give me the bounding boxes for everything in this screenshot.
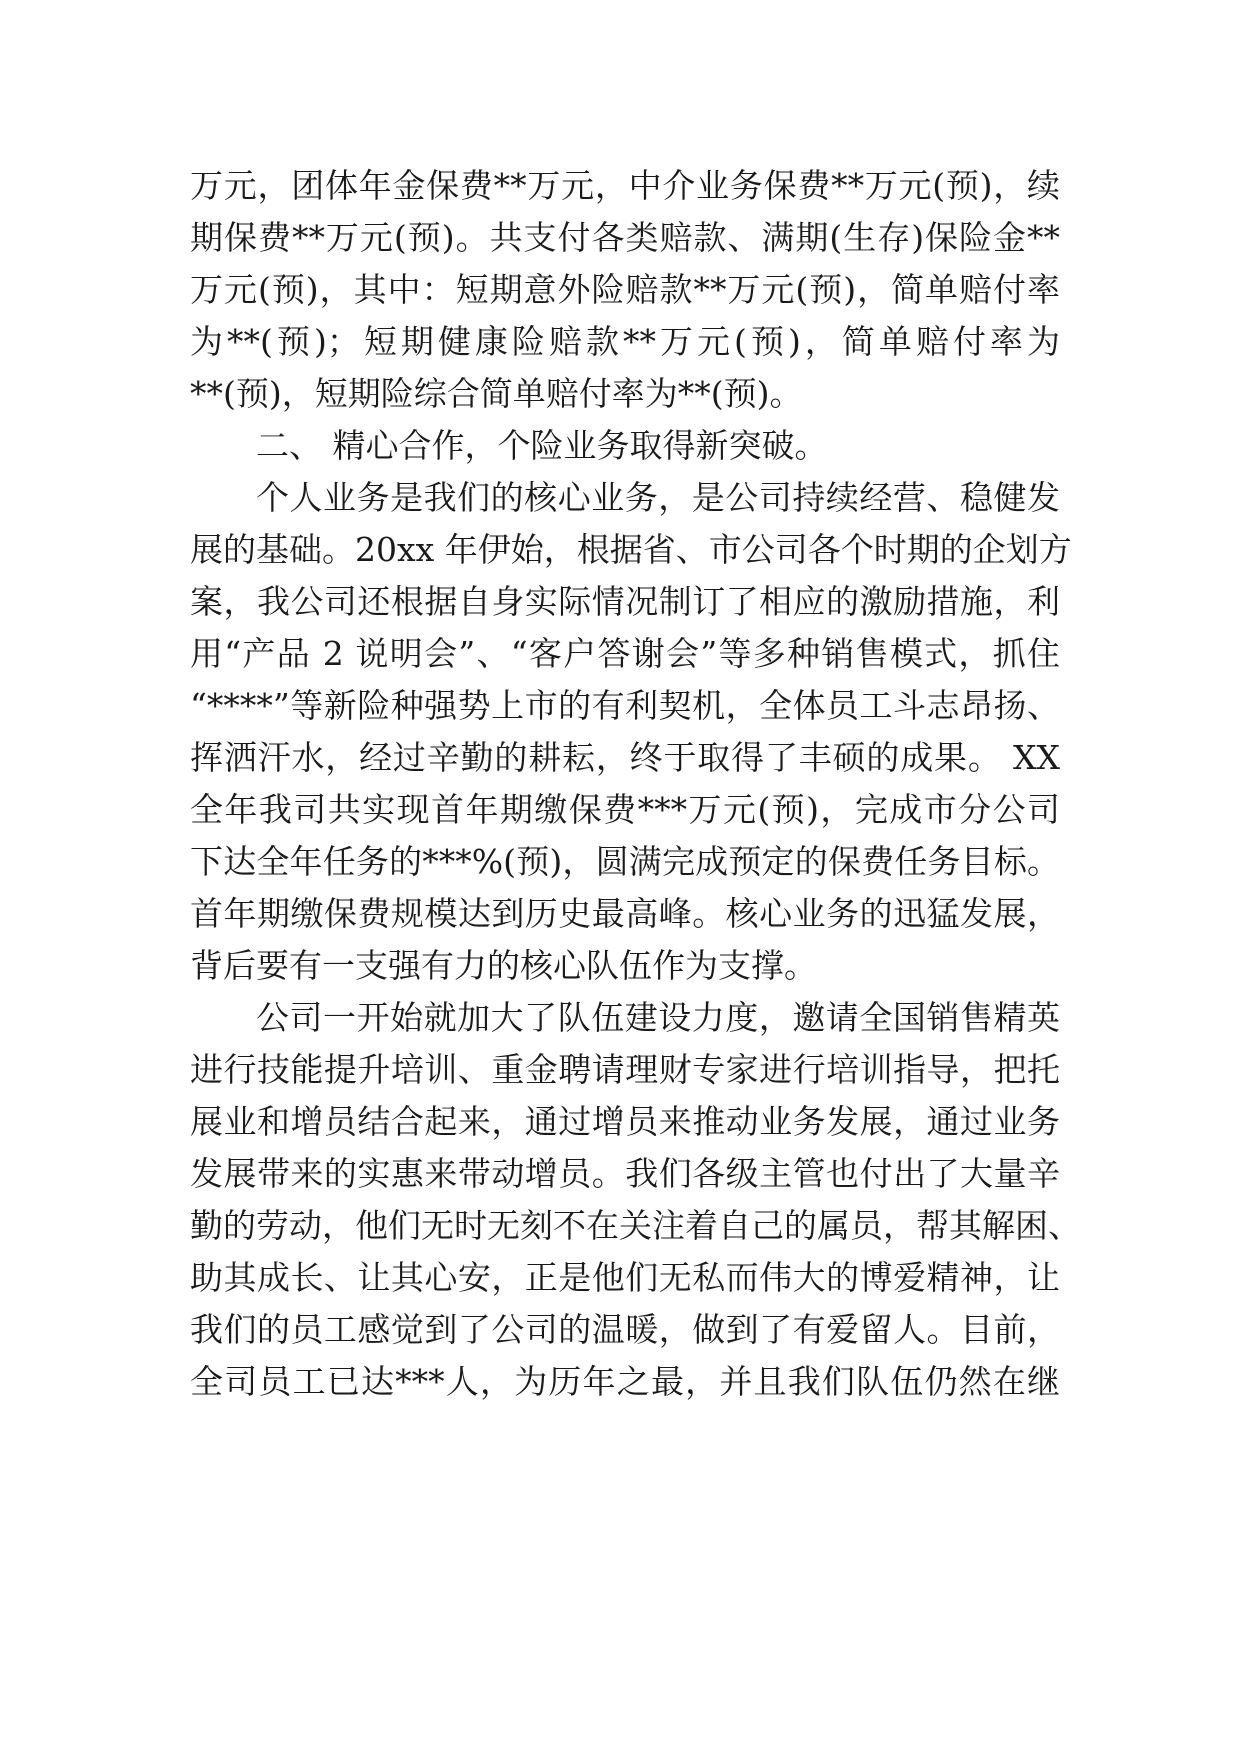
- text-line: 展的基础。20xx 年伊始，根据省、市公司各个时期的企划方: [190, 530, 1072, 569]
- text-line: 背后要有一支强有力的核心队伍作为支撑。: [190, 946, 817, 985]
- text-line: 勤的劳动，他们无时无刻不在关注着自己的属员，帮其解困、: [190, 1206, 1081, 1245]
- text-line: 我们的员工感觉到了公司的温暖，做到了有爱留人。目前，: [190, 1310, 1060, 1349]
- section-heading-text: 二、 精心合作，个险业务取得新突破。: [256, 426, 828, 465]
- text-line: 助其成长、让其心安，正是他们无私而伟大的博爱精神，让: [190, 1258, 1060, 1297]
- text-line: 进行技能提升培训、重金聘请理财专家进行培训指导，把托: [190, 1050, 1060, 1089]
- document-body: [190, 160, 1081, 1408]
- text-line: 万元，团体年金保费**万元，中介业务保费**万元(预)，续: [190, 166, 1060, 205]
- text-line: 全司员工已达***人，为历年之最，并且我们队伍仍然在继: [190, 1362, 1060, 1401]
- paragraph-team-building: [190, 992, 1081, 1408]
- text-line: 个人业务是我们的核心业务，是公司持续经营、稳健发: [256, 478, 1060, 517]
- text-line: 用“产品 2 说明会”、“客户答谢会”等多种销售模式，抓住: [190, 634, 1060, 673]
- text-line: 为**(预)；短期健康险赔款**万元(预)，简单赔付率为: [190, 322, 1060, 361]
- text-line: 首年期缴保费规模达到历史最高峰。核心业务的迅猛发展，: [190, 894, 1060, 933]
- text-line: 展业和增员结合起来，通过增员来推动业务发展，通过业务: [190, 1102, 1060, 1141]
- paragraph-individual-business: [190, 472, 1072, 992]
- text-line: 下达全年任务的***%(预)，圆满完成预定的保费任务目标。: [190, 842, 1060, 881]
- text-line: 挥洒汗水，经过辛勤的耕耘，终于取得了丰硕的成果。 XX: [190, 738, 1060, 777]
- text-line: 公司一开始就加大了队伍建设力度，邀请全国销售精英: [256, 998, 1060, 1037]
- paragraph-premium-summary: [190, 160, 1060, 420]
- text-line: 案，我公司还根据自身实际情况制订了相应的激励措施，利: [190, 582, 1060, 621]
- text-line: “****”等新险种强势上市的有利契机，全体员工斗志昂扬、: [190, 686, 1060, 725]
- text-line: 万元(预)，其中：短期意外险赔款**万元(预)，简单赔付率: [190, 270, 1060, 309]
- text-line: 期保费**万元(预)。共支付各类赔款、满期(生存)保险金**: [190, 218, 1060, 257]
- text-line: 发展带来的实惠来带动增员。我们各级主管也付出了大量辛: [190, 1154, 1060, 1193]
- text-line: **(预)，短期险综合简单赔付率为**(预)。: [190, 374, 803, 413]
- text-line: 全年我司共实现首年期缴保费***万元(预)，完成市分公司: [190, 790, 1060, 829]
- section-heading: [190, 420, 1060, 472]
